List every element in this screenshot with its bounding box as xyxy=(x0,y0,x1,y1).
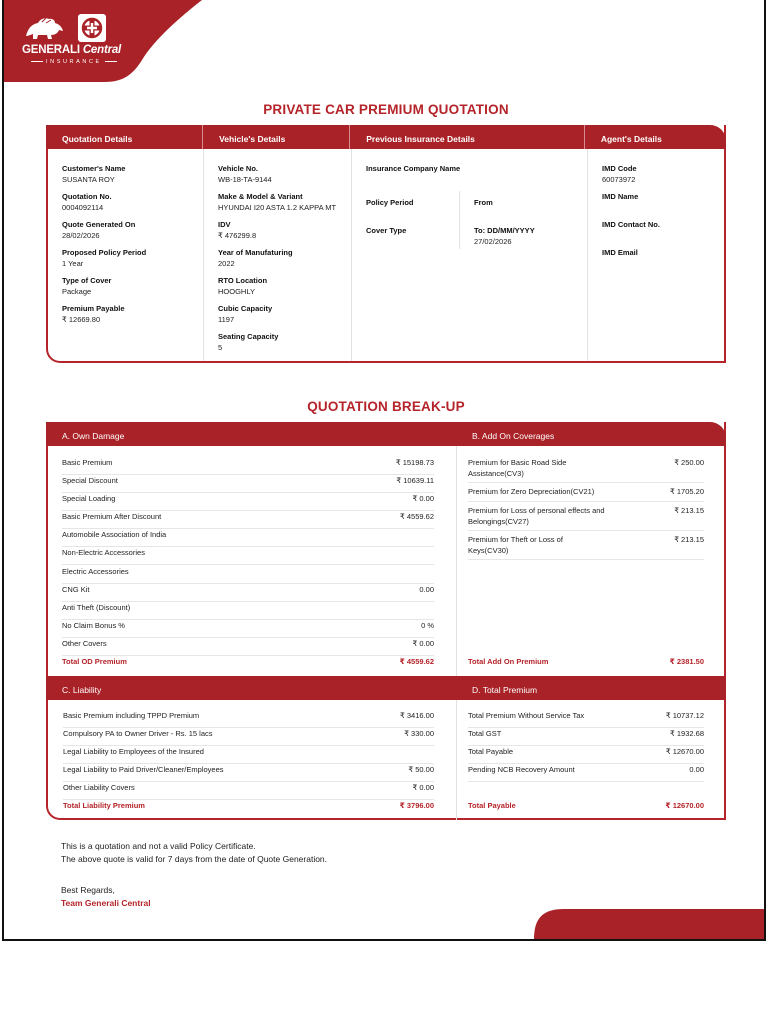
imd-code-field: IMD Code 60073972 xyxy=(602,164,637,184)
table-row: Anti Theft (Discount) xyxy=(62,603,434,620)
regards-text: Best Regards, xyxy=(61,885,115,895)
header-vehicle-details: Vehicle's Details xyxy=(203,125,350,149)
quote-date-field: Quote Generated On 28/02/2026 xyxy=(62,220,136,240)
footer-corner-shape xyxy=(514,909,764,939)
breakup-top-header xyxy=(46,422,726,446)
table-row: Basic Premium ₹ 15198.73 xyxy=(62,458,434,475)
quotation-details-column xyxy=(48,149,204,361)
imd-contact-field: IMD Contact No. xyxy=(602,220,660,229)
table-row: Total Payable ₹ 12670.00 xyxy=(468,747,704,764)
quotation-number-field: Quotation No. 0004092114 xyxy=(62,192,112,212)
table-row: Special Discount ₹ 10639.11 xyxy=(62,476,434,493)
vehicle-number-field: Vehicle No. WB-18-TA-9144 xyxy=(218,164,272,184)
table-row: Premium for Theft or Loss of Keys(CV30) ₹ 213.15 xyxy=(468,535,704,560)
header-quotation-details: Quotation Details xyxy=(46,125,203,149)
quotation-details-card xyxy=(46,125,726,363)
header-total-premium: D. Total Premium xyxy=(472,685,538,695)
disclaimer-line-1: This is a quotation and not a valid Policy Certificate. xyxy=(61,841,256,851)
brand-wordmark: GENERALI Central xyxy=(22,44,122,56)
insurance-company-label: Insurance Company Name xyxy=(366,164,461,173)
team-name: Team Generali Central xyxy=(61,897,151,908)
table-row: Premium for Loss of personal effects and Belongings(CV27) ₹ 213.15 xyxy=(468,506,704,531)
previous-policy-period-label: Policy Period xyxy=(366,198,414,207)
page-title: PRIVATE CAR PREMIUM QUOTATION xyxy=(263,102,509,117)
cover-type-field: Type of Cover Package xyxy=(62,276,112,296)
idv-field: IDV ₹ 476299.8 xyxy=(218,220,257,240)
period-to-field: To: DD/MM/YYYY 27/02/2026 xyxy=(474,226,535,246)
table-row: Non-Electric Accessories xyxy=(62,548,434,565)
table-row: Total GST ₹ 1932.68 xyxy=(468,729,704,746)
table-row: Legal Liability to Employees of the Insured xyxy=(63,747,434,764)
table-row: Automobile Association of India xyxy=(62,530,434,547)
disclaimer-note xyxy=(61,840,327,865)
customer-name-field: Customer's Name SUSANTA ROY xyxy=(62,164,126,184)
lion-icon xyxy=(22,16,66,40)
imd-name-field: IMD Name xyxy=(602,192,639,201)
period-from-label: From xyxy=(474,198,493,207)
total-payable-row: Total Payable ₹ 12670.00 xyxy=(468,801,704,810)
table-row: Total Premium Without Service Tax ₹ 10737.12 xyxy=(468,711,704,728)
premium-payable-field: Premium Payable ₹ 12669.80 xyxy=(62,304,125,324)
table-row: Other Liability Covers ₹ 0.00 xyxy=(63,783,434,800)
period-divider xyxy=(459,191,460,249)
breakup-middle-header xyxy=(46,676,726,700)
header-previous-insurance: Previous Insurance Details xyxy=(350,125,585,149)
manufacturing-year-field: Year of Manufaturing 2022 xyxy=(218,248,293,268)
total-od-premium-row: Total OD Premium ₹ 4559.62 xyxy=(62,657,434,666)
cross-logo-icon xyxy=(78,14,106,42)
rto-location-field: RTO Location HOOGHLY xyxy=(218,276,268,296)
imd-email-field: IMD Email xyxy=(602,248,638,257)
quotation-card-header xyxy=(46,125,726,149)
seating-capacity-field: Seating Capacity 5 xyxy=(218,332,279,352)
breakup-title: QUOTATION BREAK-UP xyxy=(307,399,465,414)
header-add-on: B. Add On Coverages xyxy=(472,431,555,441)
agent-details-column xyxy=(588,149,724,361)
quotation-page xyxy=(2,0,766,941)
brand-subtitle: INSURANCE xyxy=(28,59,120,65)
table-row: No Claim Bonus % 0 % xyxy=(62,621,434,638)
signature-block xyxy=(61,884,151,909)
table-row: Compulsory PA to Owner Driver - Rs. 15 lacs ₹ 330.00 xyxy=(63,729,434,746)
brand-logo xyxy=(20,14,120,70)
quotation-breakup-card xyxy=(46,422,726,820)
make-model-field: Make & Model & Variant HYUNDAI I20 ASTA 1.2 KAPPA MT xyxy=(218,192,337,212)
header-agent-details: Agent's Details xyxy=(600,134,662,144)
table-row: Basic Premium including TPPD Premium ₹ 3416.00 xyxy=(63,711,434,728)
previous-cover-type-label: Cover Type xyxy=(366,226,407,235)
table-row: Electric Accessories xyxy=(62,567,434,584)
breakup-column-divider xyxy=(456,446,457,820)
previous-insurance-column xyxy=(352,149,588,361)
vehicle-details-column xyxy=(204,149,352,361)
table-row: CNG Kit 0.00 xyxy=(62,585,434,602)
table-row: Premium for Basic Road Side Assistance(CV3) ₹ 250.00 xyxy=(468,458,704,483)
total-addon-premium-row: Total Add On Premium ₹ 2381.50 xyxy=(468,657,704,666)
table-row: Legal Liability to Paid Driver/Cleaner/Employees ₹ 50.00 xyxy=(63,765,434,782)
table-row: Special Loading ₹ 0.00 xyxy=(62,494,434,511)
header-liability: C. Liability xyxy=(62,685,102,695)
table-row: Pending NCB Recovery Amount 0.00 xyxy=(468,765,704,782)
table-row: Other Covers ₹ 0.00 xyxy=(62,639,434,656)
disclaimer-line-2: The above quote is valid for 7 days from the date of Quote Generation. xyxy=(61,853,328,864)
table-row: Basic Premium After Discount ₹ 4559.62 xyxy=(62,512,434,529)
total-liability-premium-row: Total Liability Premium ₹ 3796.00 xyxy=(63,801,434,810)
policy-period-field: Proposed Policy Period 1 Year xyxy=(62,248,147,268)
header-own-damage: A. Own Damage xyxy=(62,431,125,441)
table-row: Premium for Zero Depreciation(CV21) ₹ 1705.20 xyxy=(468,487,704,502)
breakup-grid xyxy=(48,446,724,820)
cubic-capacity-field: Cubic Capacity 1197 xyxy=(218,304,273,324)
